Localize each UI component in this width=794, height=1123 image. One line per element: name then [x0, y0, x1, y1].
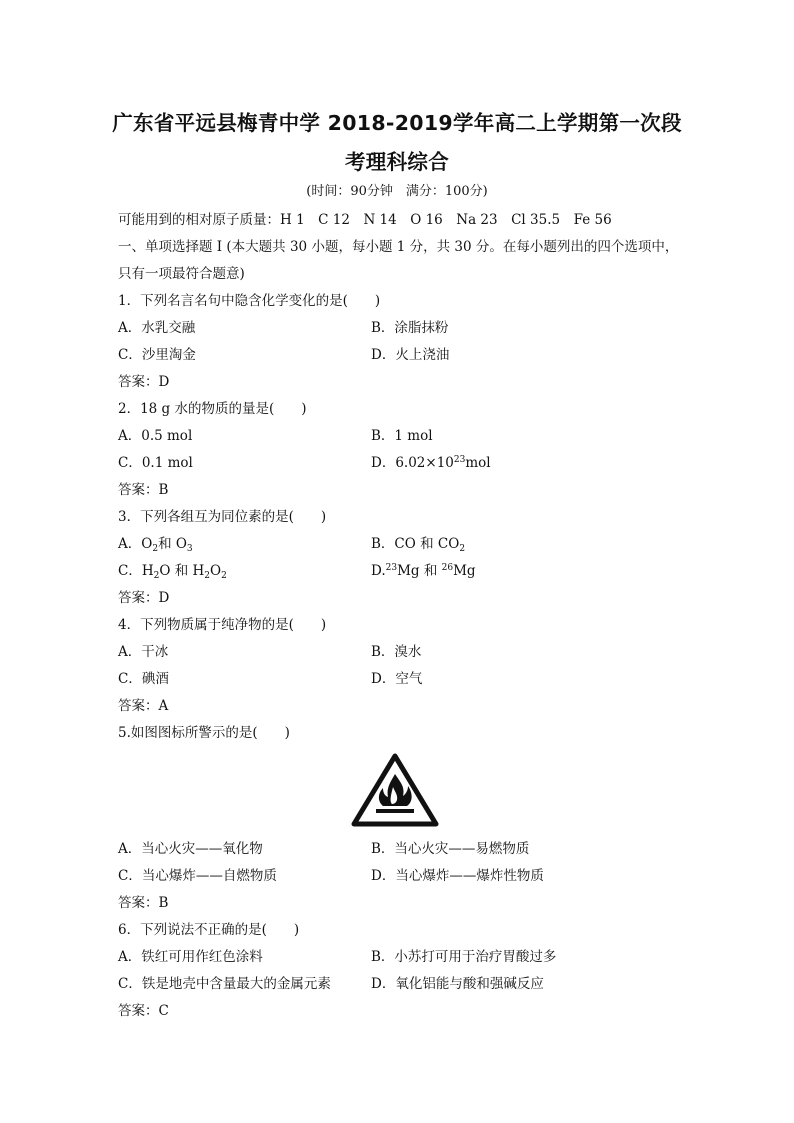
- question-4-option-b: B．溴水: [371, 644, 422, 660]
- question-5-answer: 答案：B: [118, 895, 169, 911]
- section-instructions-line1: 一、单项选择题 I (本大题共 30 小题，每小题 1 分，共 30 分。在每小题列出的四个选项中，: [118, 239, 679, 255]
- question-3-stem: 3．下列各组互为同位素的是( ): [118, 509, 327, 525]
- question-4-option-d: D．空气: [371, 671, 423, 687]
- question-3-option-b: B．CO 和 $CO_2$: [371, 536, 466, 554]
- question-2-stem: 2．18 g 水的物质的量是( ): [118, 401, 307, 417]
- question-6-option-c: C．铁是地壳中含量最大的金属元素: [118, 976, 331, 992]
- question-4-answer: 答案：A: [118, 698, 169, 714]
- question-2-option-b: B．1 mol: [371, 428, 433, 444]
- question-1-option-a: A．水乳交融: [118, 320, 196, 336]
- question-6-answer: 答案：C: [118, 1003, 169, 1019]
- question-5-option-b: B．当心火灾——易燃物质: [371, 841, 530, 857]
- time-score-info: (时间：90分钟 满分：100分): [306, 184, 488, 199]
- page-title-line2: 考理科综合: [345, 150, 449, 174]
- question-6-option-d: D．氧化铝能与酸和强碱反应: [371, 976, 544, 992]
- question-1-option-b: B．涂脂抹粉: [371, 320, 449, 336]
- question-5-stem: 5.如图图标所警示的是( ): [118, 725, 290, 741]
- question-1-answer: 答案：D: [118, 374, 170, 390]
- question-5-option-c: C．当心爆炸——自燃物质: [118, 868, 277, 884]
- question-4-option-c: C．碘酒: [118, 671, 169, 687]
- section-instructions-line2: 只有一项最符合题意): [118, 266, 245, 282]
- question-3-option-d: D.$^{23}$Mg 和 $^{26}$Mg: [371, 563, 476, 579]
- atomic-masses: 可能用到的相对原子质量：H 1 C 12 N 14 O 16 Na 23 Cl 35.5 Fe 56: [118, 212, 612, 228]
- question-3-answer: 答案：D: [118, 590, 170, 606]
- question-2-answer: 答案：B: [118, 482, 169, 498]
- question-6-option-a: A．铁红可用作红色涂料: [118, 949, 263, 965]
- flammable-warning-icon: [350, 752, 440, 828]
- question-3-option-c: C．$H_2O$ 和 $H_2O_2$: [118, 563, 227, 581]
- question-5-option-a: A．当心火灾——氧化物: [118, 841, 263, 857]
- question-1-option-c: C．沙里淘金: [118, 347, 196, 363]
- question-1-stem: 1．下列名言名句中隐含化学变化的是( ): [118, 293, 381, 309]
- question-2-option-d: D．$6.02\times 10^{23}mol$: [371, 455, 491, 471]
- page-title-line1: 广东省平远县梅青中学 2018-2019学年高二上学期第一次段: [112, 111, 682, 135]
- question-6-option-b: B．小苏打可用于治疗胃酸过多: [371, 949, 557, 965]
- question-1-option-d: D．火上浇油: [371, 347, 450, 363]
- question-2-option-c: C．0.1 mol: [118, 455, 193, 471]
- question-4-option-a: A．干冰: [118, 644, 169, 660]
- question-5-option-d: D．当心爆炸——爆炸性物质: [371, 868, 544, 884]
- question-6-stem: 6．下列说法不正确的是( ): [118, 922, 300, 938]
- question-3-option-a: A．$O_2$和 $O_3$: [118, 536, 193, 554]
- question-4-stem: 4．下列物质属于纯净物的是( ): [118, 617, 327, 633]
- question-2-option-a: A．0.5 mol: [118, 428, 193, 444]
